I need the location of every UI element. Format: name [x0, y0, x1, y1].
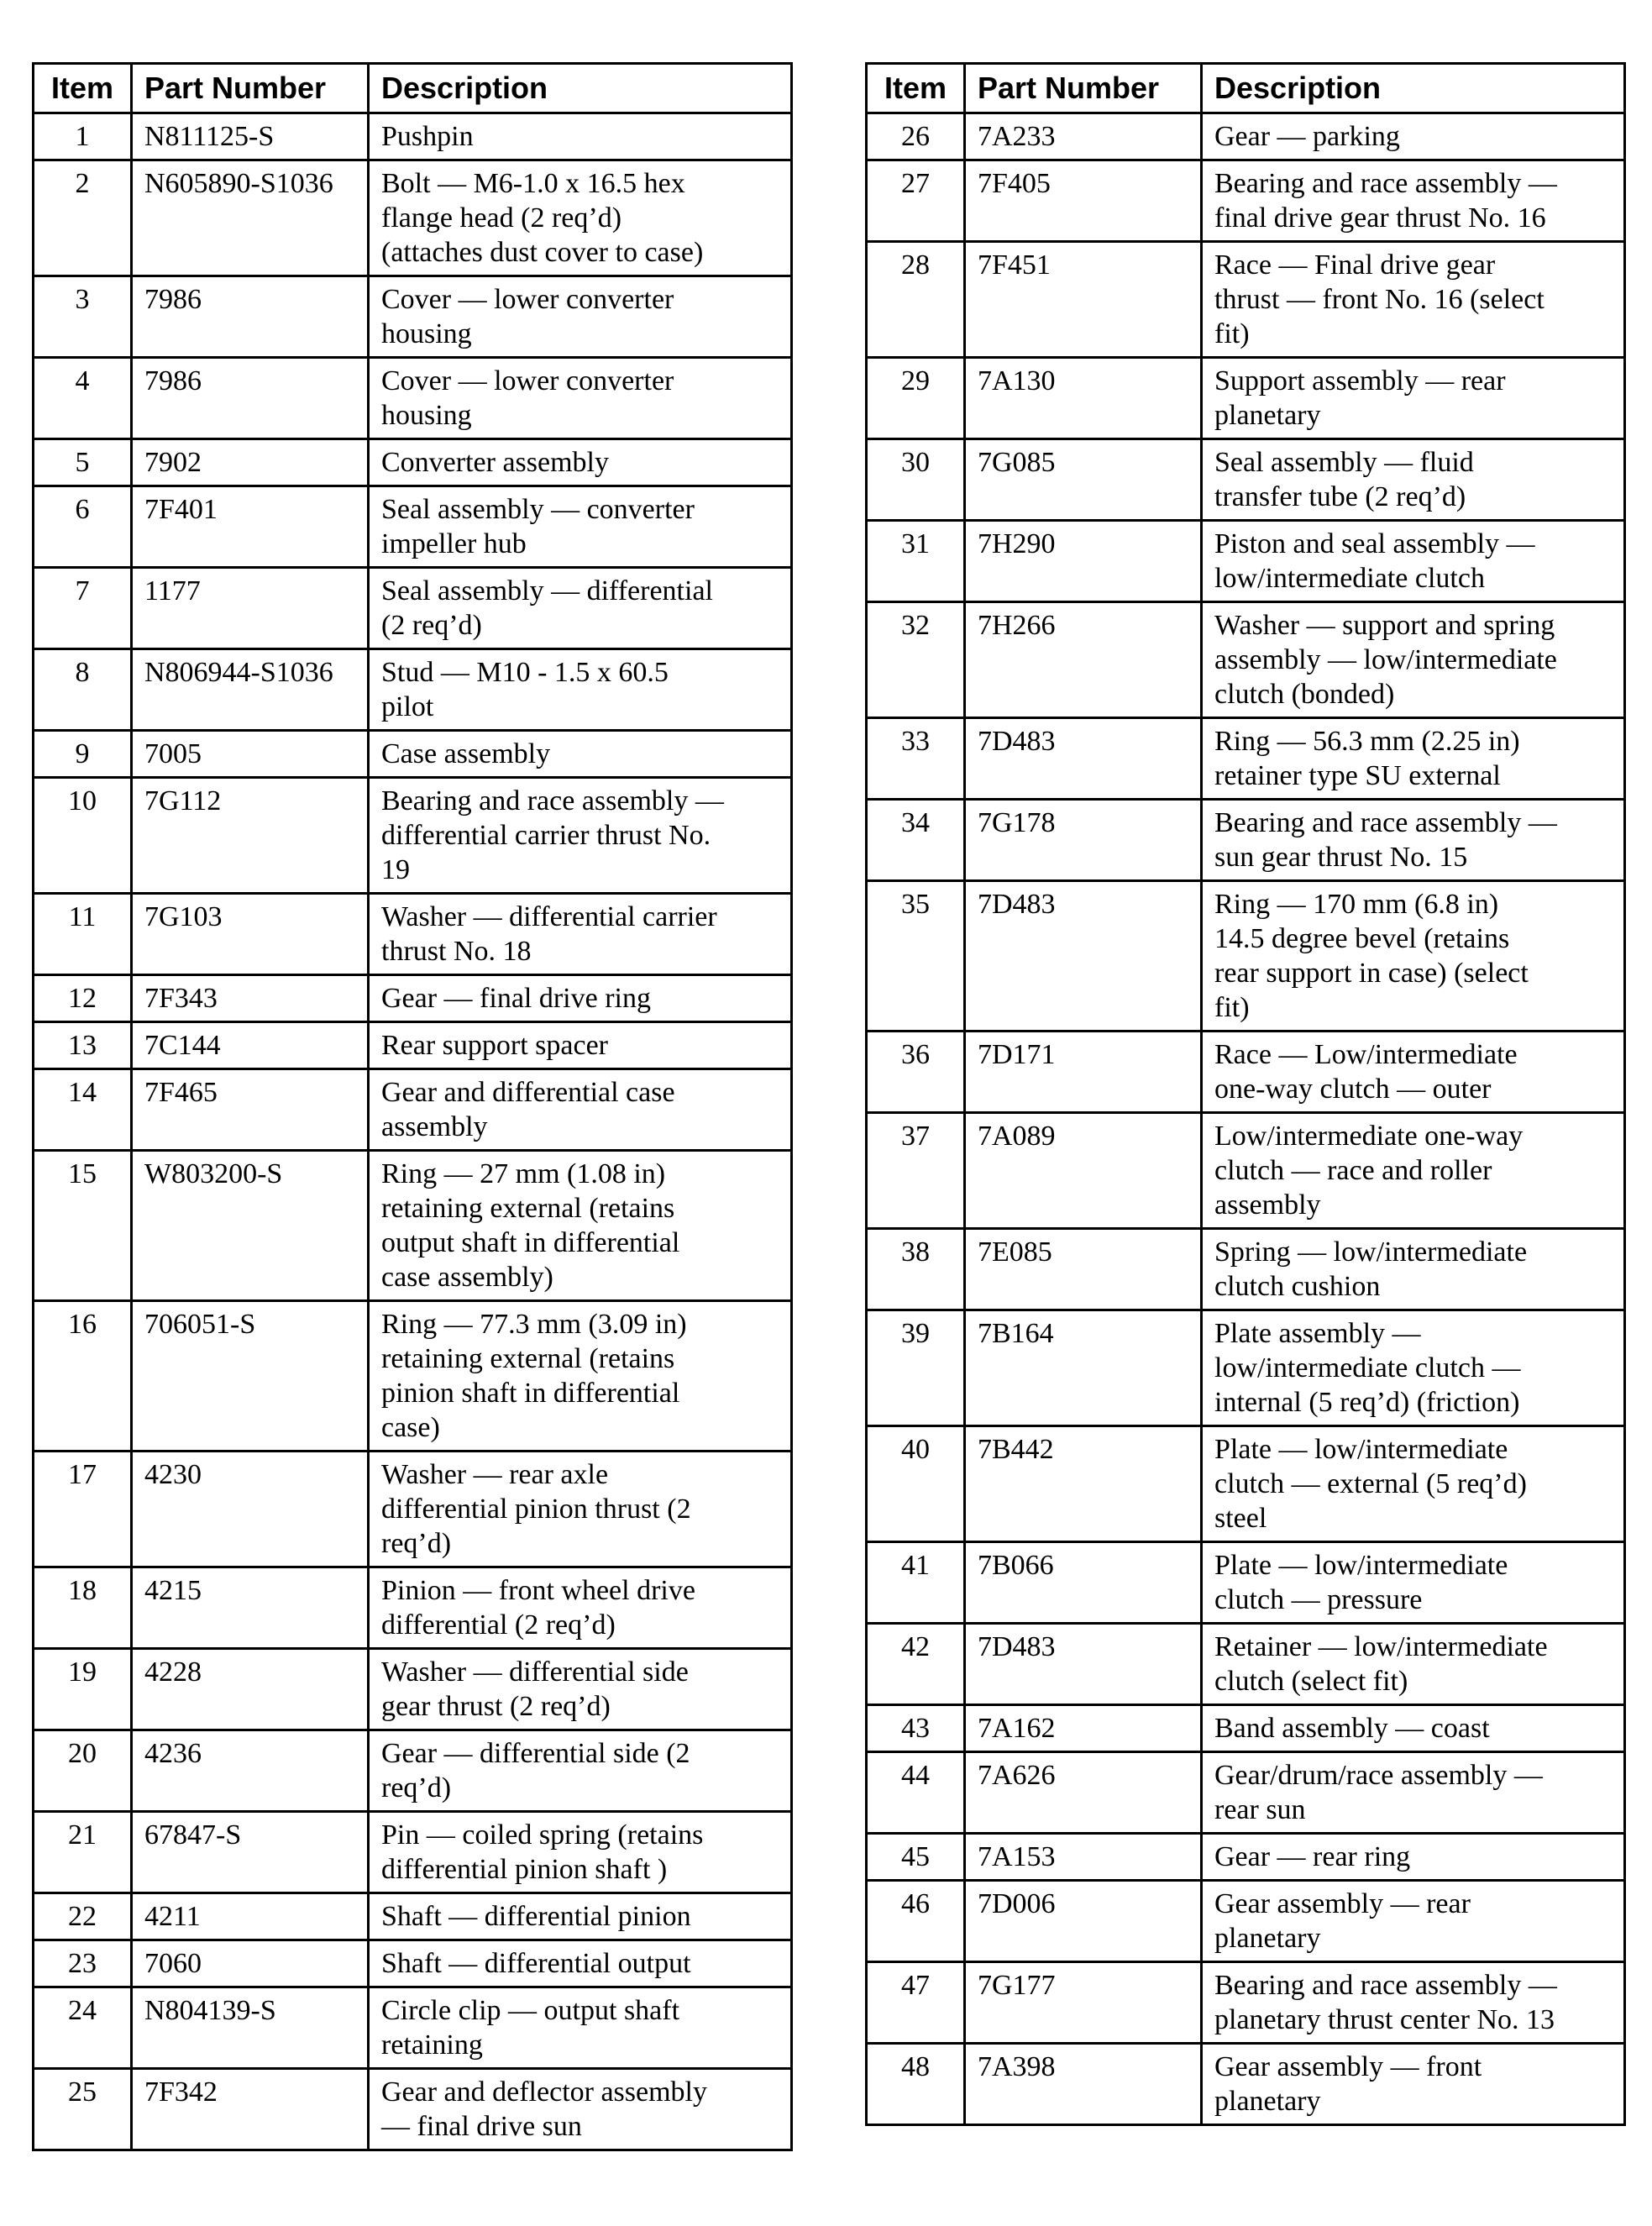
table-row — [34, 1022, 792, 1069]
cell-item: 20 — [34, 1730, 132, 1812]
table-row — [34, 1987, 792, 2069]
cell-description: Bearing and race assembly — differential carrier thrust No. 19 — [369, 778, 792, 894]
table-row — [867, 1032, 1625, 1113]
cell-part-number: 4211 — [132, 1893, 369, 1940]
cell-description: Race — Low/intermediate one-way clutch — outer — [1202, 1032, 1625, 1113]
cell-part-number: 7G177 — [965, 1962, 1202, 2044]
table-row — [34, 160, 792, 276]
cell-part-number: 7A398 — [965, 2044, 1202, 2125]
cell-part-number: N806944-S1036 — [132, 649, 369, 731]
table-row — [867, 358, 1625, 439]
cell-item: 21 — [34, 1812, 132, 1893]
cell-item: 30 — [867, 439, 965, 521]
cell-description: Band assembly — coast — [1202, 1705, 1625, 1752]
cell-description: Circle clip — output shaft retaining — [369, 1987, 792, 2069]
table-row — [34, 568, 792, 649]
table-row — [867, 1310, 1625, 1426]
cell-part-number: 7B066 — [965, 1542, 1202, 1624]
table-row — [34, 1069, 792, 1151]
header-part-number: Part Number — [965, 64, 1202, 113]
cell-item: 47 — [867, 1962, 965, 2044]
cell-item: 43 — [867, 1705, 965, 1752]
cell-part-number: 7F343 — [132, 975, 369, 1022]
table-row — [867, 1881, 1625, 1962]
cell-description: Washer — differential side gear thrust (2 req’d) — [369, 1649, 792, 1730]
cell-description: Case assembly — [369, 731, 792, 778]
cell-item: 42 — [867, 1624, 965, 1705]
cell-description: Shaft — differential output — [369, 1940, 792, 1987]
cell-part-number: 7986 — [132, 276, 369, 358]
cell-item: 19 — [34, 1649, 132, 1730]
table-body-left — [34, 113, 792, 2150]
cell-part-number: 7A130 — [965, 358, 1202, 439]
cell-description: Cover — lower converter housing — [369, 276, 792, 358]
header-description: Description — [369, 64, 792, 113]
table-row — [867, 1113, 1625, 1229]
cell-item: 7 — [34, 568, 132, 649]
header-item: Item — [867, 64, 965, 113]
cell-item: 22 — [34, 1893, 132, 1940]
cell-item: 12 — [34, 975, 132, 1022]
cell-part-number: 7F451 — [965, 242, 1202, 358]
cell-item: 1 — [34, 113, 132, 160]
cell-description: Pushpin — [369, 113, 792, 160]
cell-item: 23 — [34, 1940, 132, 1987]
cell-description: Stud — M10 - 1.5 x 60.5 pilot — [369, 649, 792, 731]
cell-description: Race — Final drive gear thrust — front No. 16 (select fit) — [1202, 242, 1625, 358]
cell-part-number: 4230 — [132, 1452, 369, 1567]
cell-item: 13 — [34, 1022, 132, 1069]
cell-item: 27 — [867, 160, 965, 242]
cell-item: 18 — [34, 1567, 132, 1649]
cell-part-number: 7D483 — [965, 1624, 1202, 1705]
table-row — [867, 1426, 1625, 1542]
cell-part-number: 7G178 — [965, 800, 1202, 881]
cell-part-number: N605890-S1036 — [132, 160, 369, 276]
cell-item: 35 — [867, 881, 965, 1032]
header-part-number: Part Number — [132, 64, 369, 113]
cell-description: Ring — 170 mm (6.8 in) 14.5 degree bevel (retains rear support in case) (select fit) — [1202, 881, 1625, 1032]
header-description: Description — [1202, 64, 1625, 113]
table-row — [867, 2044, 1625, 2125]
cell-item: 2 — [34, 160, 132, 276]
cell-description: Plate — low/intermediate clutch — external (5 req’d) steel — [1202, 1426, 1625, 1542]
cell-part-number: 7C144 — [132, 1022, 369, 1069]
cell-part-number: W803200-S — [132, 1151, 369, 1301]
table-row — [867, 113, 1625, 160]
cell-item: 24 — [34, 1987, 132, 2069]
cell-description: Low/intermediate one-way clutch — race and roller assembly — [1202, 1113, 1625, 1229]
cell-part-number: 7D006 — [965, 1881, 1202, 1962]
cell-item: 34 — [867, 800, 965, 881]
cell-item: 48 — [867, 2044, 965, 2125]
cell-part-number: 7A089 — [965, 1113, 1202, 1229]
cell-item: 5 — [34, 439, 132, 486]
cell-description: Gear — differential side (2 req’d) — [369, 1730, 792, 1812]
cell-description: Ring — 27 mm (1.08 in) retaining external (retains output shaft in differential case assembly) — [369, 1151, 792, 1301]
cell-part-number: 7H290 — [965, 521, 1202, 602]
table-row — [34, 1812, 792, 1893]
cell-item: 38 — [867, 1229, 965, 1310]
cell-item: 28 — [867, 242, 965, 358]
cell-item: 17 — [34, 1452, 132, 1567]
table-header-row — [34, 64, 792, 113]
cell-description: Washer — support and spring assembly — low/intermediate clutch (bonded) — [1202, 602, 1625, 718]
cell-description: Gear assembly — front planetary — [1202, 2044, 1625, 2125]
cell-item: 40 — [867, 1426, 965, 1542]
cell-part-number: 4228 — [132, 1649, 369, 1730]
cell-description: Gear and deflector assembly — final drive sun — [369, 2069, 792, 2150]
cell-part-number: 7F465 — [132, 1069, 369, 1151]
cell-item: 11 — [34, 894, 132, 975]
header-item: Item — [34, 64, 132, 113]
parts-table-left — [32, 62, 793, 2151]
parts-table-right — [865, 62, 1626, 2126]
cell-part-number: 7H266 — [965, 602, 1202, 718]
cell-item: 36 — [867, 1032, 965, 1113]
cell-item: 33 — [867, 718, 965, 800]
cell-item: 10 — [34, 778, 132, 894]
cell-description: Seal assembly — fluid transfer tube (2 req’d) — [1202, 439, 1625, 521]
cell-part-number: 7060 — [132, 1940, 369, 1987]
cell-part-number: 7F342 — [132, 2069, 369, 2150]
cell-description: Bearing and race assembly — sun gear thrust No. 15 — [1202, 800, 1625, 881]
cell-description: Piston and seal assembly — low/intermediate clutch — [1202, 521, 1625, 602]
cell-description: Plate assembly — low/intermediate clutch — internal (5 req’d) (friction) — [1202, 1310, 1625, 1426]
cell-description: Cover — lower converter housing — [369, 358, 792, 439]
cell-description: Seal assembly — differential (2 req’d) — [369, 568, 792, 649]
cell-item: 29 — [867, 358, 965, 439]
table-row — [867, 881, 1625, 1032]
table-row — [867, 718, 1625, 800]
table-row — [867, 521, 1625, 602]
cell-description: Gear — final drive ring — [369, 975, 792, 1022]
cell-part-number: 7F405 — [965, 160, 1202, 242]
table-row — [34, 649, 792, 731]
cell-description: Spring — low/intermediate clutch cushion — [1202, 1229, 1625, 1310]
cell-description: Rear support spacer — [369, 1022, 792, 1069]
cell-description: Bolt — M6-1.0 x 16.5 hex flange head (2 req’d) (attaches dust cover to case) — [369, 160, 792, 276]
cell-description: Bearing and race assembly — final drive gear thrust No. 16 — [1202, 160, 1625, 242]
cell-item: 45 — [867, 1834, 965, 1881]
cell-item: 16 — [34, 1301, 132, 1452]
cell-part-number: 7B164 — [965, 1310, 1202, 1426]
cell-description: Gear — rear ring — [1202, 1834, 1625, 1881]
cell-description: Ring — 77.3 mm (3.09 in) retaining external (retains pinion shaft in differential case) — [369, 1301, 792, 1452]
table-row — [34, 778, 792, 894]
table-row — [867, 242, 1625, 358]
cell-item: 26 — [867, 113, 965, 160]
cell-part-number: 7B442 — [965, 1426, 1202, 1542]
cell-part-number: 7A153 — [965, 1834, 1202, 1881]
cell-item: 4 — [34, 358, 132, 439]
table-row — [34, 1301, 792, 1452]
table-row — [34, 1452, 792, 1567]
cell-description: Ring — 56.3 mm (2.25 in) retainer type SU external — [1202, 718, 1625, 800]
table-row — [34, 439, 792, 486]
table-row — [867, 1705, 1625, 1752]
cell-item: 31 — [867, 521, 965, 602]
cell-part-number: 7F401 — [132, 486, 369, 568]
table-row — [867, 602, 1625, 718]
table-row — [34, 2069, 792, 2150]
cell-item: 15 — [34, 1151, 132, 1301]
cell-item: 32 — [867, 602, 965, 718]
table-row — [867, 1542, 1625, 1624]
table-row — [34, 1730, 792, 1812]
cell-description: Gear — parking — [1202, 113, 1625, 160]
table-row — [34, 358, 792, 439]
table-row — [34, 113, 792, 160]
cell-part-number: 7A162 — [965, 1705, 1202, 1752]
cell-part-number: 67847-S — [132, 1812, 369, 1893]
cell-part-number: 7G085 — [965, 439, 1202, 521]
table-row — [34, 276, 792, 358]
cell-description: Pinion — front wheel drive differential (2 req’d) — [369, 1567, 792, 1649]
cell-description: Shaft — differential pinion — [369, 1893, 792, 1940]
table-row — [34, 894, 792, 975]
cell-description: Converter assembly — [369, 439, 792, 486]
table-body-right — [867, 113, 1625, 2125]
cell-part-number: 706051-S — [132, 1301, 369, 1452]
cell-item: 37 — [867, 1113, 965, 1229]
table-row — [34, 1893, 792, 1940]
cell-description: Seal assembly — converter impeller hub — [369, 486, 792, 568]
cell-description: Retainer — low/intermediate clutch (select fit) — [1202, 1624, 1625, 1705]
cell-item: 46 — [867, 1881, 965, 1962]
table-row — [867, 439, 1625, 521]
cell-item: 3 — [34, 276, 132, 358]
cell-description: Plate — low/intermediate clutch — pressure — [1202, 1542, 1625, 1624]
cell-part-number: N811125-S — [132, 113, 369, 160]
cell-description: Washer — differential carrier thrust No. 18 — [369, 894, 792, 975]
table-header-row — [867, 64, 1625, 113]
table-row — [34, 975, 792, 1022]
table-row — [867, 800, 1625, 881]
table-row — [34, 486, 792, 568]
table-row — [34, 1151, 792, 1301]
cell-part-number: 7G112 — [132, 778, 369, 894]
cell-description: Gear and differential case assembly — [369, 1069, 792, 1151]
cell-item: 39 — [867, 1310, 965, 1426]
cell-description: Pin — coiled spring (retains differential pinion shaft ) — [369, 1812, 792, 1893]
table-row — [34, 1649, 792, 1730]
cell-part-number: 7D483 — [965, 718, 1202, 800]
cell-description: Bearing and race assembly — planetary thrust center No. 13 — [1202, 1962, 1625, 2044]
cell-description: Gear/drum/race assembly — rear sun — [1202, 1752, 1625, 1834]
table-row — [867, 1624, 1625, 1705]
cell-part-number: 7986 — [132, 358, 369, 439]
table-row — [867, 160, 1625, 242]
cell-part-number: N804139-S — [132, 1987, 369, 2069]
table-row — [867, 1962, 1625, 2044]
cell-part-number: 4215 — [132, 1567, 369, 1649]
cell-part-number: 7E085 — [965, 1229, 1202, 1310]
cell-part-number: 4236 — [132, 1730, 369, 1812]
cell-description: Support assembly — rear planetary — [1202, 358, 1625, 439]
cell-item: 41 — [867, 1542, 965, 1624]
cell-part-number: 1177 — [132, 568, 369, 649]
cell-part-number: 7D483 — [965, 881, 1202, 1032]
cell-part-number: 7D171 — [965, 1032, 1202, 1113]
table-row — [867, 1752, 1625, 1834]
cell-description: Washer — rear axle differential pinion thrust (2 req’d) — [369, 1452, 792, 1567]
cell-item: 25 — [34, 2069, 132, 2150]
cell-item: 14 — [34, 1069, 132, 1151]
cell-part-number: 7005 — [132, 731, 369, 778]
table-row — [34, 1567, 792, 1649]
cell-item: 9 — [34, 731, 132, 778]
table-row — [34, 731, 792, 778]
cell-part-number: 7G103 — [132, 894, 369, 975]
table-row — [867, 1229, 1625, 1310]
cell-item: 8 — [34, 649, 132, 731]
cell-description: Gear assembly — rear planetary — [1202, 1881, 1625, 1962]
cell-part-number: 7A626 — [965, 1752, 1202, 1834]
table-row — [867, 1834, 1625, 1881]
table-row — [34, 1940, 792, 1987]
cell-item: 44 — [867, 1752, 965, 1834]
cell-part-number: 7A233 — [965, 113, 1202, 160]
cell-part-number: 7902 — [132, 439, 369, 486]
cell-item: 6 — [34, 486, 132, 568]
